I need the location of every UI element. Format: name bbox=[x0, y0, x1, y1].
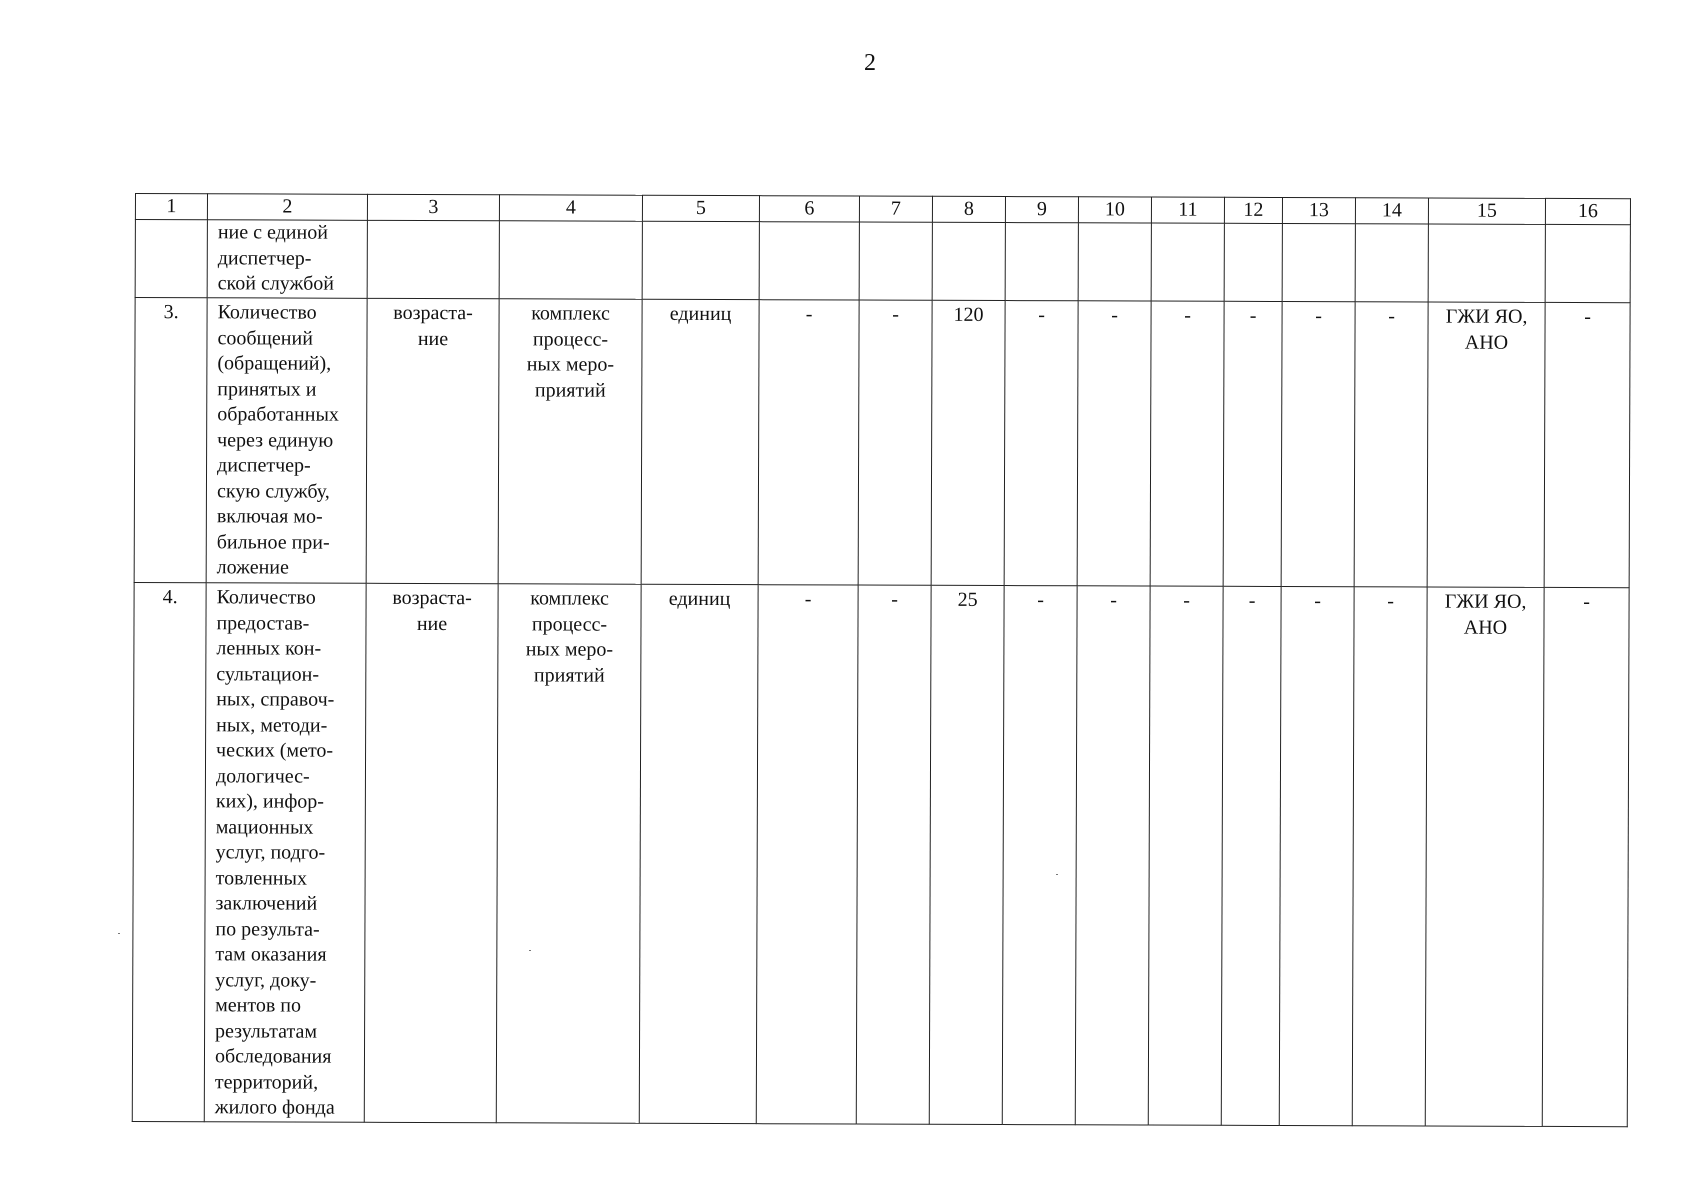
table-cell bbox=[1428, 224, 1545, 302]
table-cell bbox=[1427, 302, 1545, 587]
cell-text: Количество предостав- ленных кон- сультацион- ных, справоч- ных, методи- ческих (мето- дологичес- ких), инфор- мационных услуг, подго- товленных заключений по результа- там оказания услуг, доку- ментов по результатам обследования территорий, жилого фонда bbox=[214, 586, 335, 1119]
table-cell bbox=[1279, 587, 1354, 1126]
table-cell bbox=[1224, 223, 1282, 301]
cell-text: ГЖИ ЯО, АНО bbox=[1445, 305, 1528, 354]
cell-text: - bbox=[1183, 589, 1190, 612]
table-body bbox=[132, 194, 1630, 1127]
table-cell bbox=[929, 585, 1004, 1124]
column-number-cell: 6 bbox=[759, 196, 859, 222]
table-cell bbox=[931, 300, 1005, 585]
cell-text: - bbox=[892, 303, 899, 326]
table-cell bbox=[1542, 587, 1629, 1126]
table-cell bbox=[639, 584, 758, 1123]
cell-text: единиц bbox=[668, 587, 731, 611]
cell-text: 3. bbox=[163, 301, 179, 324]
page-number: 2 bbox=[864, 50, 876, 76]
scan-speck bbox=[118, 933, 120, 934]
table-cell bbox=[1002, 586, 1077, 1125]
cell-text: - bbox=[1037, 589, 1044, 612]
table-cell bbox=[364, 583, 498, 1122]
cell-text: - bbox=[1110, 589, 1117, 612]
table-cell bbox=[759, 222, 859, 300]
cell-text: ГЖИ ЯО, АНО bbox=[1444, 590, 1527, 639]
table-cell bbox=[498, 299, 642, 584]
row-number-cell bbox=[135, 220, 207, 298]
table-cell bbox=[758, 300, 859, 585]
table-cell bbox=[1075, 586, 1150, 1125]
column-number-cell: 10 bbox=[1078, 197, 1151, 223]
table-cell bbox=[1150, 301, 1224, 586]
cell-text: единиц bbox=[669, 302, 732, 326]
table-cell bbox=[1544, 302, 1630, 587]
cell-text: комплекс процесс- ных меро- приятий bbox=[525, 587, 614, 687]
table-cell bbox=[1148, 586, 1223, 1125]
column-number-cell: 4 bbox=[499, 195, 642, 221]
table-cell bbox=[1004, 301, 1078, 586]
scan-speck bbox=[529, 950, 531, 951]
column-number-cell: 14 bbox=[1355, 198, 1428, 224]
table-row bbox=[135, 220, 1630, 303]
indicator-name-cell bbox=[207, 220, 367, 299]
table-cell bbox=[1151, 223, 1224, 301]
column-number-cell: 2 bbox=[207, 194, 367, 221]
row-number-cell bbox=[132, 582, 206, 1121]
table-cell bbox=[1077, 301, 1151, 586]
table-cell bbox=[367, 220, 499, 298]
cell-text: - bbox=[1249, 304, 1257, 327]
table-row bbox=[132, 582, 1629, 1126]
cell-text: - bbox=[1038, 304, 1045, 327]
cell-text: Количество сообщений (обращений), принятых и обработанных через единую диспетчер- скую службу, включая мо- бильное при- ложение bbox=[216, 301, 339, 579]
column-number-cell: 3 bbox=[367, 194, 499, 220]
row-number-cell bbox=[134, 298, 207, 583]
cell-text: комплекс процесс- ных меро- приятий bbox=[526, 302, 615, 402]
column-number-cell: 16 bbox=[1545, 198, 1630, 224]
table-cell bbox=[858, 300, 932, 585]
table-cell bbox=[1352, 587, 1427, 1126]
cell-text: ние с единой диспетчер- ской службой bbox=[217, 221, 335, 295]
cell-text: - bbox=[1388, 305, 1395, 328]
table-cell bbox=[1282, 224, 1355, 302]
cell-text: возраста- ние bbox=[392, 586, 472, 635]
column-number-cell: 13 bbox=[1282, 198, 1355, 224]
cell-text: - bbox=[1583, 591, 1590, 614]
table-cell bbox=[1281, 302, 1355, 587]
table-cell bbox=[1221, 586, 1281, 1125]
cell-text: - bbox=[805, 303, 813, 326]
table-cell bbox=[366, 298, 499, 583]
scan-speck bbox=[1056, 874, 1058, 875]
cell-text: - bbox=[804, 588, 812, 611]
table-cell bbox=[932, 222, 1005, 300]
cell-text: - bbox=[1387, 590, 1394, 613]
table-row bbox=[134, 298, 1630, 588]
table-cell bbox=[641, 299, 759, 584]
indicator-name-cell bbox=[204, 583, 366, 1122]
column-number-cell: 5 bbox=[642, 195, 759, 221]
table-cell bbox=[1078, 223, 1151, 301]
table-cell bbox=[1005, 223, 1078, 301]
cell-text: - bbox=[1314, 590, 1321, 613]
cell-text: - bbox=[891, 588, 898, 611]
table-cell bbox=[499, 221, 642, 299]
column-number-cell: 9 bbox=[1005, 197, 1078, 223]
cell-text: 25 bbox=[957, 588, 978, 611]
column-number-cell: 8 bbox=[932, 196, 1005, 222]
cell-text: - bbox=[1184, 304, 1191, 327]
cell-text: - bbox=[1315, 305, 1322, 328]
table-cell bbox=[856, 585, 931, 1124]
table-cell bbox=[756, 585, 858, 1124]
table-cell bbox=[1545, 224, 1630, 302]
cell-text: - bbox=[1248, 589, 1256, 612]
indicators-table bbox=[132, 193, 1631, 1127]
column-number-cell: 11 bbox=[1151, 197, 1224, 223]
table-cell bbox=[1354, 302, 1428, 587]
cell-text: 120 bbox=[953, 303, 984, 326]
table-cell bbox=[1425, 587, 1544, 1126]
table-cell bbox=[496, 584, 641, 1123]
table-cell bbox=[1355, 224, 1428, 302]
table-cell bbox=[859, 222, 932, 300]
column-number-cell: 1 bbox=[135, 194, 207, 220]
cell-text: возраста- ние bbox=[393, 301, 473, 350]
column-number-cell: 15 bbox=[1428, 198, 1545, 224]
cell-text: - bbox=[1584, 306, 1591, 329]
cell-text: 4. bbox=[162, 586, 178, 609]
table-cell bbox=[642, 221, 759, 299]
table-cell bbox=[1223, 301, 1282, 586]
column-number-cell: 7 bbox=[859, 196, 932, 222]
cell-text: - bbox=[1111, 304, 1118, 327]
column-number-cell: 12 bbox=[1224, 197, 1282, 223]
indicator-name-cell bbox=[206, 298, 367, 584]
